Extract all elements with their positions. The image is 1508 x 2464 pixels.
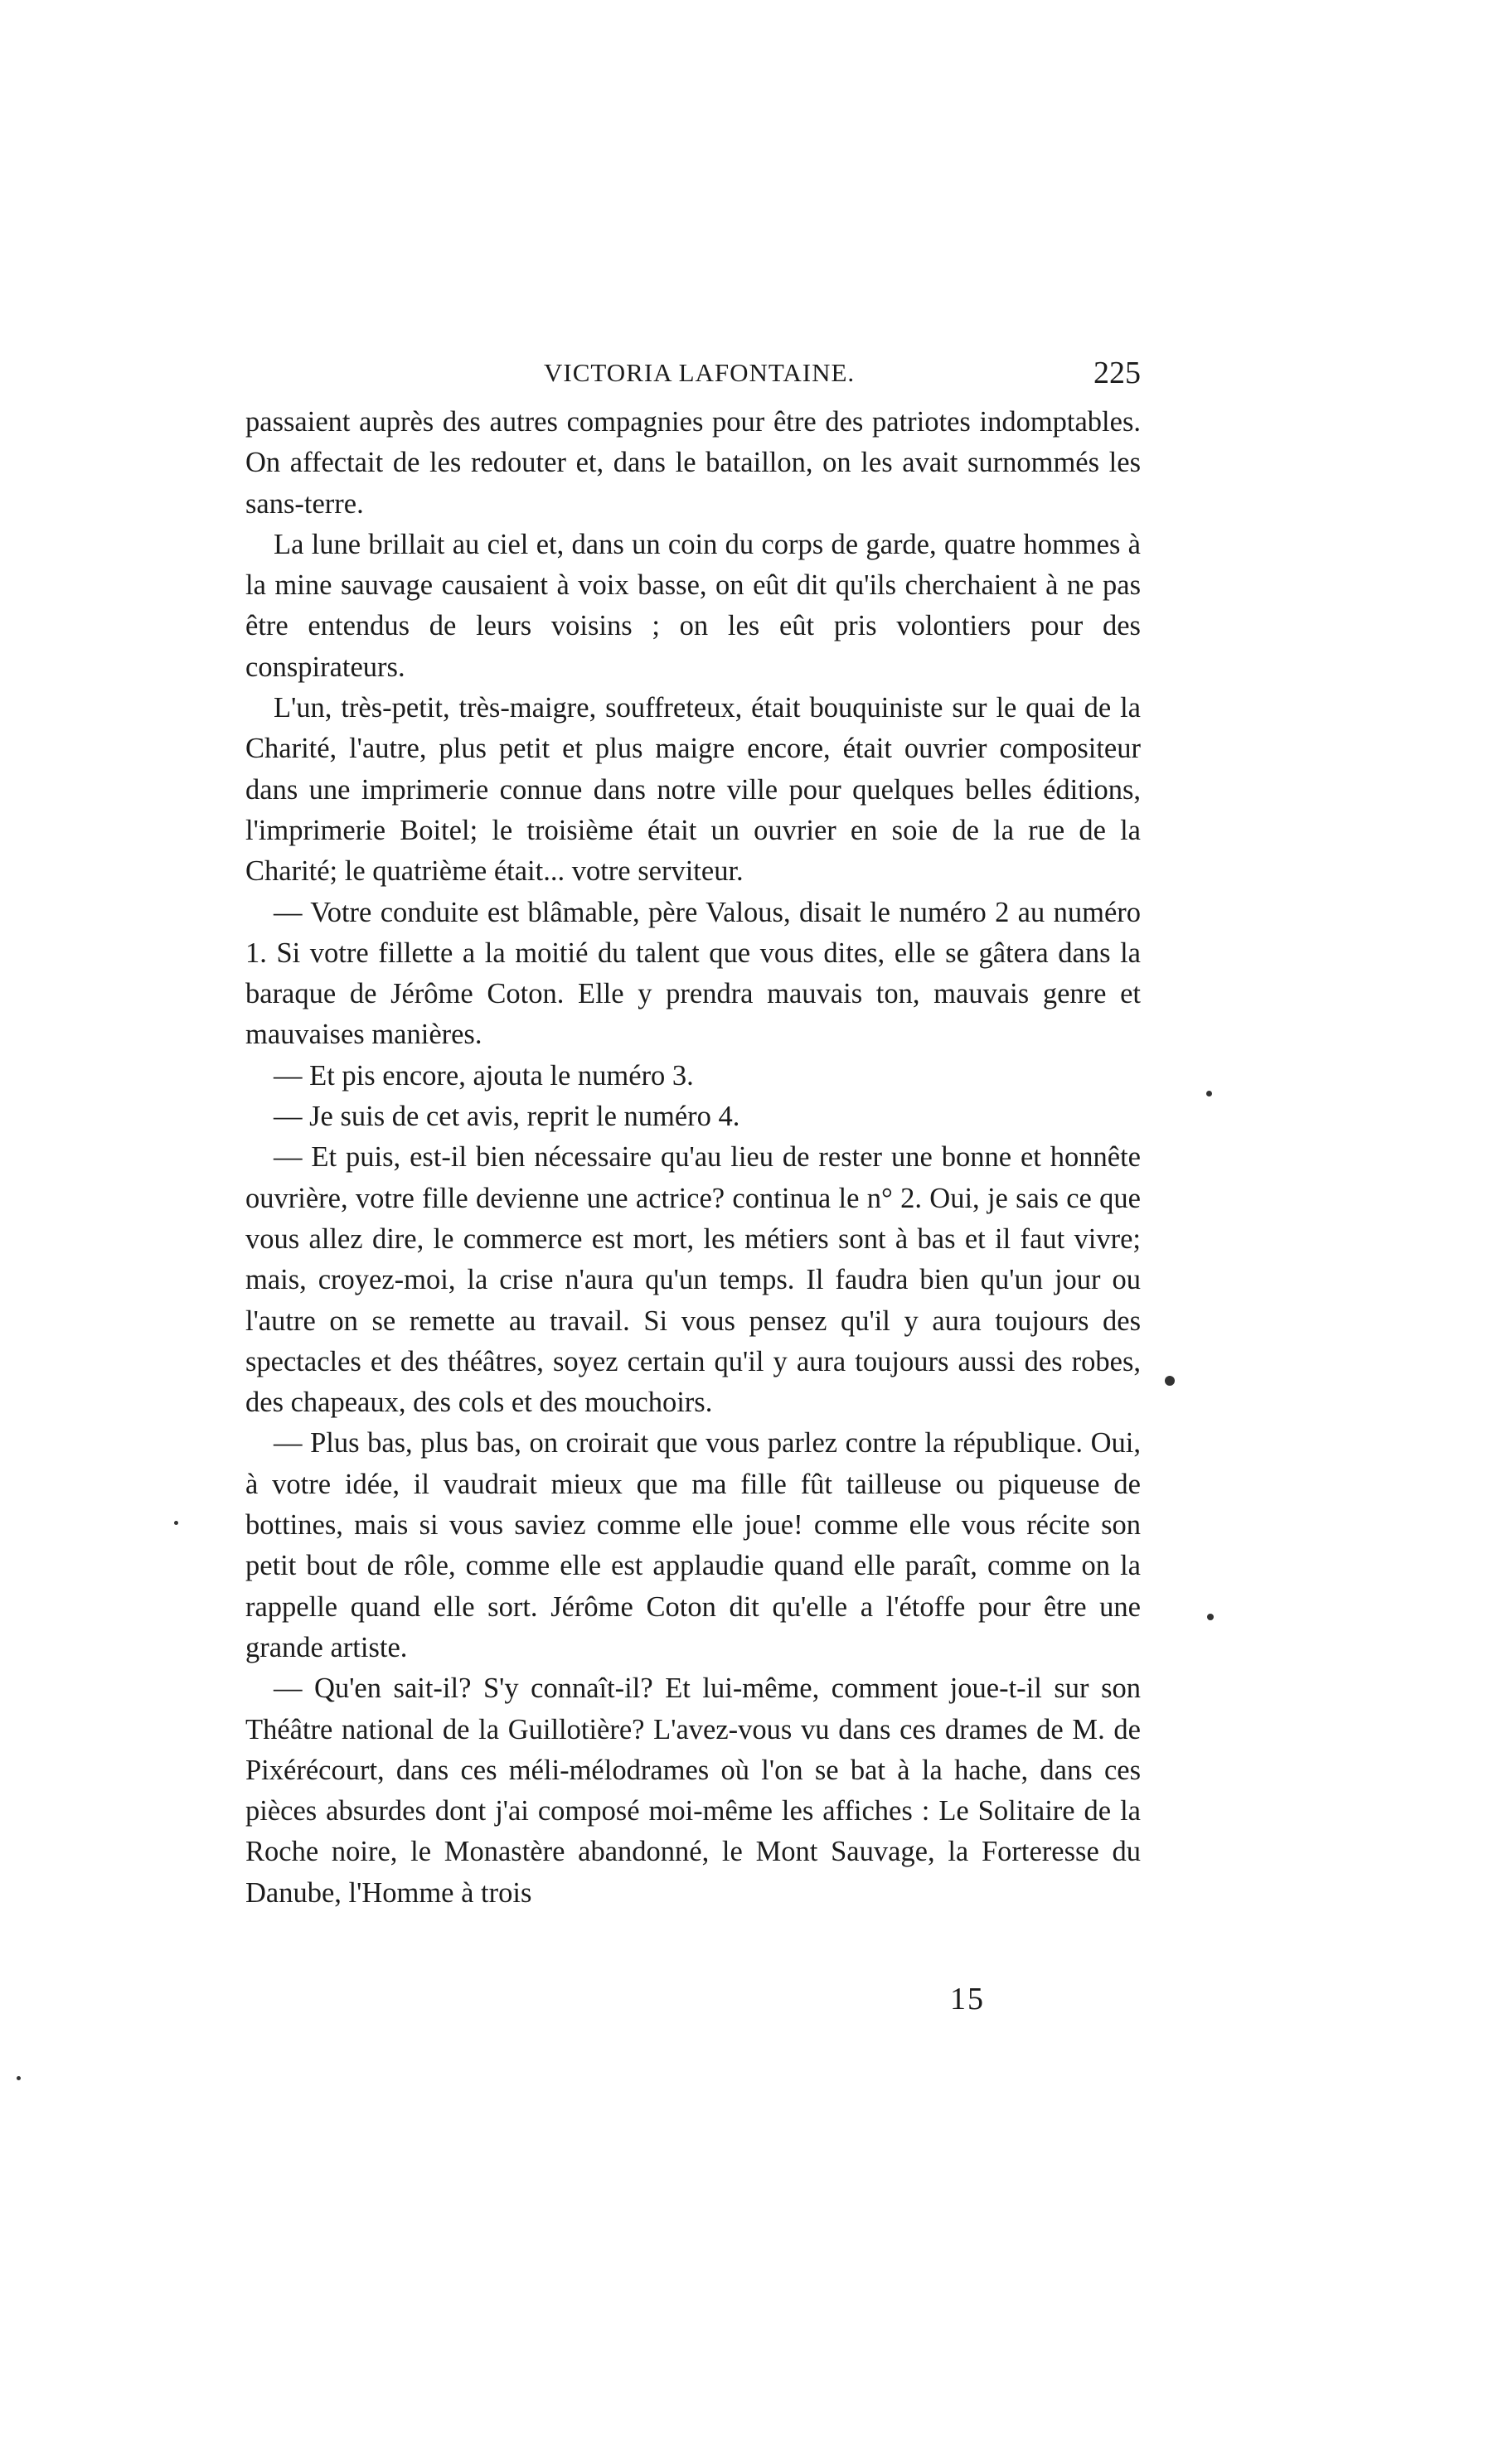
scan-speck	[1206, 1091, 1212, 1096]
paragraph: — Votre conduite est blâmable, père Valous, disait le numéro 2 au numéro 1. Si votre fillette a la moitié du talent que vous dites, elle se gâtera dans la baraque de Jérôme Coton. Elle y prendra mauvais ton, mauvais genre et mauvaises manières.	[245, 896, 1141, 1051]
paragraph: — Et puis, est-il bien nécessaire qu'au lieu de rester une bonne et honnête ouvrière, votre fille devienne une actrice? continua le n° 2. Oui, je sais ce que vous allez dire, le commerce est mort, les métiers sont à bas et il faut vivre; mais, croyez-moi, la crise n'aura qu'un temps. Il faudra bien qu'un jour ou l'autre on se remette au travail. Si vous pensez qu'il y aura toujours des spectacles et des théâtres, soyez certain qu'il y aura toujours aussi des robes, des chapeaux, des cols et des mouchoirs.	[245, 1141, 1141, 1419]
body-text	[245, 402, 1141, 1914]
paragraph: — Et pis encore, ajouta le numéro 3.	[274, 1059, 694, 1092]
paragraph: — Qu'en sait-il? S'y connaît-il? Et lui-même, comment joue-t-il sur son Théâtre national de la Guillotière? L'avez-vous vu dans ces drames de M. de Pixérécourt, dans ces méli-mélodrames où l'on se bat à la hache, dans ces pièces absurdes dont j'ai composé moi-même les affiches : Le Solitaire de la Roche noire, le Monastère abandonné, le Mont Sauvage, la Forteresse du Danube, l'Homme à trois	[245, 1673, 1141, 1909]
scan-speck	[1165, 1376, 1175, 1386]
scan-speck	[174, 1521, 178, 1525]
paragraph: L'un, très-petit, très-maigre, souffreteux, était bouquiniste sur le quai de la Charité, l'autre, plus petit et plus maigre encore, était ouvrier compositeur dans une imprimerie connue dans notre ville pour quelques belles éditions, l'imprimerie Boitel; le troisième était un ouvrier en soie de la rue de la Charité; le quatrième était... votre serviteur.	[245, 692, 1141, 888]
page-header	[245, 346, 1141, 396]
page-number: 225	[1093, 356, 1141, 390]
scan-speck	[1207, 1614, 1214, 1620]
running-title: VICTORIA LAFONTAINE.	[544, 358, 856, 387]
scan-speck	[17, 2076, 21, 2080]
paragraph: — Je suis de cet avis, reprit le numéro 4.	[274, 1101, 740, 1133]
signature-mark: 15	[950, 1982, 985, 2016]
paragraph: passaient auprès des autres compagnies pour être des patriotes indomptables. On affectait de les redouter et, dans le bataillon, on les avait surnommés les sans-terre.	[245, 406, 1141, 520]
paragraph: — Plus bas, plus bas, on croirait que vous parlez contre la république. Oui, à votre idée, il vaudrait mieux que ma fille fût tailleuse ou piqueuse de bottines, mais si vous saviez comme elle joue! comme elle vous récite son petit bout de rôle, comme elle est applaudie quand elle paraît, comme on la rappelle quand elle sort. Jérôme Coton dit qu'elle a l'étoffe pour être une grande artiste.	[245, 1427, 1141, 1663]
paragraph: La lune brillait au ciel et, dans un coin du corps de garde, quatre hommes à la mine sauvage causaient à voix basse, on eût dit qu'ils cherchaient à ne pas être entendus de leurs voisins ; on les eût pris volontiers pour des conspirateurs.	[245, 528, 1141, 683]
